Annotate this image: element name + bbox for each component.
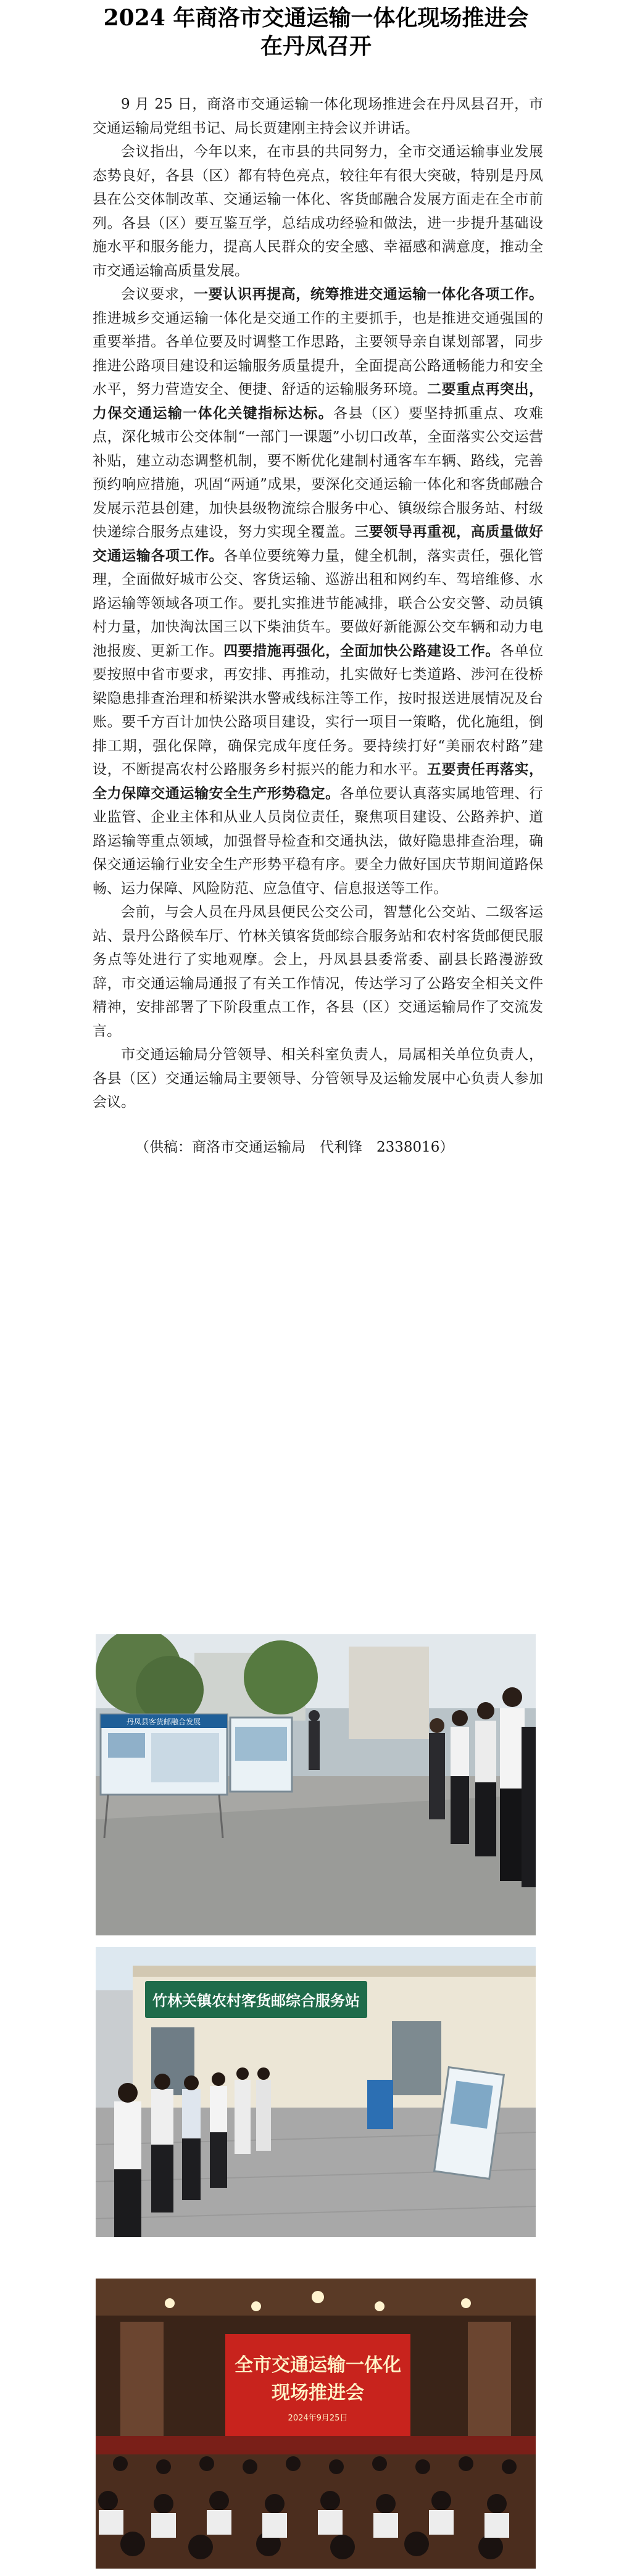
paragraph-text: 各单位要认真落实属地管理、行业监管、企业主体和从业人员岗位责任，聚焦项目建设、公路养护、道路运输等重点领域，加强督导检查和交通执法，做好隐患排查治理，确保交通运输行业安全生产形势平稳有序。要全力做好国庆节期间道路保畅、运力保障、风险防范、应急值守、信息报送等工作。 [93,785,544,897]
station-sign: 竹林关镇农村客货邮综合服务站 [152,1992,360,2009]
article-paragraph [93,1043,543,1115]
emphasis-text: 二要重点再突出，力保交通运输一体化关键指标达标。 [93,381,544,422]
paragraph-text: 会议要求， [121,286,194,302]
board-title: 丹凤县客货邮融合发展 [126,1718,201,1726]
paragraph-text: 各县（区）要坚持抓重点、攻难点，深化城市公交体制“一部门一课题”小切口改革，全面落实公交运营补贴，建立动态调整机制，要不断优化建制村通客车车辆、路线，完善预约响应措施，巩固“两通”成果，要深化交通运输一体化和客货邮融合发展示范县创建，加快县级物流综合服务中心、镇级综合服务站、村级快递综合服务点建设，努力实现全覆盖。 [93,405,544,540]
paragraph-text: 会议指出，今年以来，在市县的共同努力，全市交通运输事业发展态势良好，各县（区）都有特色亮点，较往年有很大突破，特别是丹凤县在公交体制改革、交通运输一体化、客货邮融合发展方面走在全市前列。各县（区）要互鉴互学，总结成功经验和做法，进一步提升基础设施水平和服务能力，提高人民群众的安全感、幸福感和满意度，推动全市交通运输高质量发展。 [93,144,543,279]
article-paragraph [93,93,543,140]
emphasis-text: 一要认识再提高，统筹推进交通运输一体化各项工作。 [194,286,544,302]
emphasis-text: 五要责任再落实，全力保障交通运输安全生产形势稳定。 [93,761,544,802]
photo-service-station [96,1947,536,2237]
title-line-1: 2024 年商洛市交通运输一体化现场推进会 [103,5,529,31]
title-line-2: 在丹凤召开 [260,33,372,59]
banner-line-2: 现场推进会 [272,2382,364,2404]
article-paragraph [93,900,543,1043]
photo-exhibition-boards [96,1634,536,1935]
paragraph-text: 会前，与会人员在丹凤县便民公交公司，智慧化公交站、二级客运站、景丹公路候车厅、竹林关镇客货邮综合服务站和农村客货邮便民服务点等处进行了实地观摩。会上，丹凤县县委常委、副县长路漫游致辞，市交通运输局通报了有关工作情况，传达学习了公路安全相关文件精神，安排部署了下阶段重点工作，各县（区）交通运输局作了交流发言。 [93,904,543,1039]
paragraph-text: 各单位要统筹力量，健全机制，落实责任，强化管理，全面做好城市公交、客货运输、巡游出租和网约车、驾培维修、水路运输等领域各项工作。要扎实推进节能减排，联合公安交警、动员镇村力量，加快淘汰国三以下柴油货车。要做好新能源公交车辆和动力电池报废、更新工作。 [93,547,544,659]
paragraph-text: 市交通运输局分管领导、相关科室负责人，局属相关单位负责人，各县（区）交通运输局主要领导、分管领导及运输发展中心负责人参加会议。 [93,1047,543,1110]
exhibition-board [230,1718,292,1792]
paragraph-text: 9 月 25 日，商洛市交通运输一体化现场推进会在丹凤县召开，市交通运输局党组书记、局长贾建刚主持会议并讲话。 [93,96,543,136]
paragraph-text: 推进城乡交通运输一体化是交通工作的主要抓手，也是推进交通强国的重要举措。各单位要及时调整工作思路，主要领导亲自谋划部署，同步推进公路项目建设和运输服务质量提升，全面提高公路通畅能力和安全水平，努力营造安全、便捷、舒适的运输服务环境。 [93,310,543,397]
article-credit: （供稿：商洛市交通运输局 代利锋 2338016） [135,1139,454,1155]
article-paragraph [93,283,543,900]
emphasis-text: 四要措施再强化，全面加快公路建设工作。 [223,642,500,659]
photo-meeting-hall [96,2279,536,2569]
banner-line-1: 全市交通运输一体化 [235,2354,401,2376]
emphasis-text: 三要领导再重视，高质量做好交通运输各项工作。 [93,523,544,564]
paragraph-text: 各单位要按照中省市要求，再安排、再推动，扎实做好七类道路、涉河在役桥梁隐患排查治理和桥梁洪水警戒线标注等工作，按时报送进展情况及台账。要千方百计加快公路项目建设，实行一项目一策略，优化施组，倒排工期，强化保障，确保完成年度任务。要持续打好“美丽农村路”建设，不断提高农村公路服务乡村振兴的能力和水平。 [93,642,544,778]
article-paragraph [93,140,543,283]
article-body [93,93,543,1159]
banner-small-text: 2024年9月25日 [288,2414,348,2423]
article-title [0,0,632,60]
